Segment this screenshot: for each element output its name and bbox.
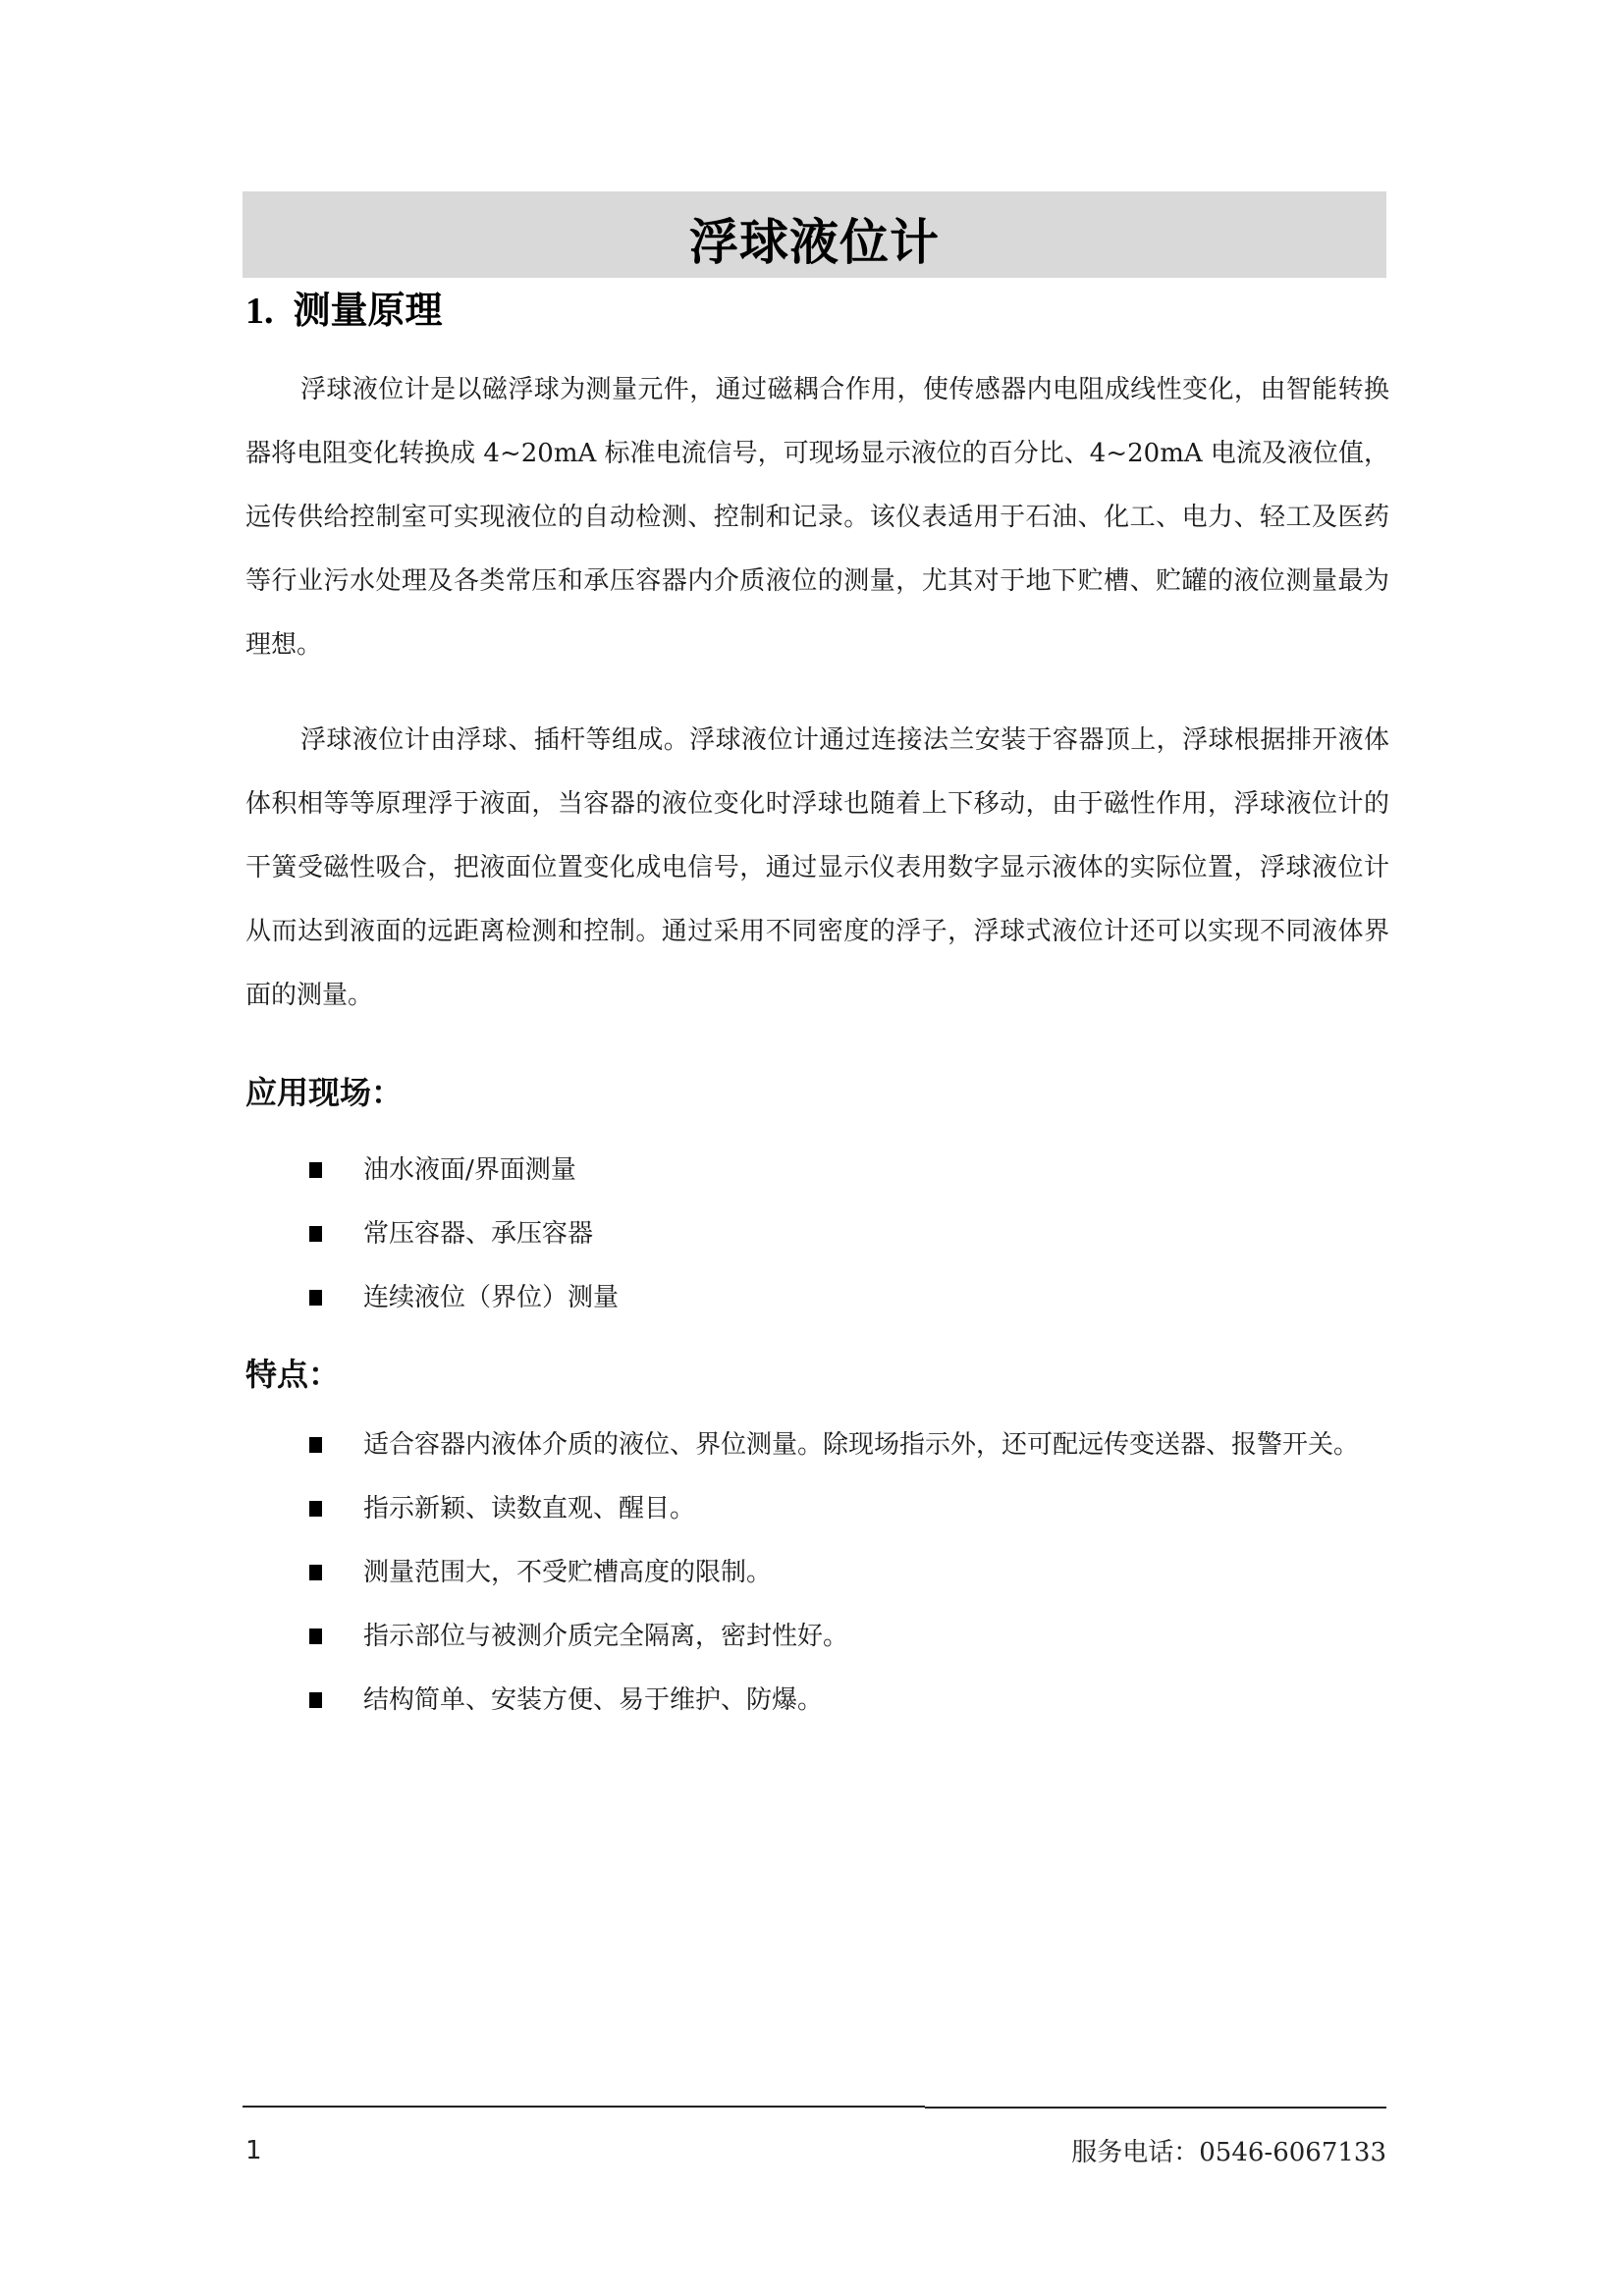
square-bullet-icon: [309, 1226, 322, 1242]
list-item-text: 常压容器、承压容器: [363, 1219, 594, 1249]
footer-divider: [243, 2106, 925, 2108]
list-item: [245, 1605, 1389, 1669]
square-bullet-icon: [309, 1437, 322, 1453]
section-number: 1.: [245, 291, 274, 332]
list-item: [245, 1202, 1389, 1266]
list-item: [245, 1414, 1389, 1477]
page-number: 1: [245, 2136, 262, 2165]
paragraph-principle-1: 浮球液位计是以磁浮球为测量元件，通过磁耦合作用，使传感器内电阻成线性变化，由智能转换器将电阻变化转换成 4~20mA 标准电流信号，可现场显示液位的百分比、4~20mA 电流及液位值，远传供给控制室可实现液位的自动检测、控制和记录。该仪表适用于石油、化工、电力、轻工及医药等行业污水处理及各类常压和承压容器内介质液位的测量，尤其对于地下贮槽、贮罐的液位测量最为理想。: [245, 375, 1389, 660]
list-item-text: 测量范围大，不受贮槽高度的限制。: [363, 1558, 773, 1587]
applications-list: [245, 1139, 1389, 1330]
square-bullet-icon: [309, 1629, 322, 1644]
square-bullet-icon: [309, 1565, 322, 1580]
list-item-text: 适合容器内液体介质的液位、界位测量。除现场指示外，还可配远传变送器、报警开关。: [363, 1430, 1360, 1460]
square-bullet-icon: [309, 1290, 322, 1306]
features-list: [245, 1414, 1389, 1733]
list-item: [245, 1139, 1389, 1202]
footer-divider: [925, 2107, 1386, 2109]
square-bullet-icon: [309, 1162, 322, 1178]
square-bullet-icon: [309, 1501, 322, 1517]
section-heading: [245, 280, 443, 334]
features-heading: 特点：: [245, 1356, 341, 1393]
list-item-text: 油水液面/界面测量: [363, 1155, 576, 1185]
service-phone: 服务电话：0546-6067133: [1071, 2138, 1386, 2167]
paragraph-principle-2: 浮球液位计由浮球、插杆等组成。浮球液位计通过连接法兰安装于容器顶上，浮球根据排开液体体积相等等原理浮于液面，当容器的液位变化时浮球也随着上下移动，由于磁性作用，浮球液位计的干簧受磁性吸合，把液面位置变化成电信号，通过显示仪表用数字显示液体的实际位置，浮球液位计从而达到液面的远距离检测和控制。通过采用不同密度的浮子，浮球式液位计还可以实现不同液体界面的测量。: [245, 725, 1389, 1010]
square-bullet-icon: [309, 1692, 322, 1708]
applications-heading: 应用现场：: [245, 1074, 404, 1111]
section-title: 测量原理: [293, 289, 443, 332]
list-item-text: 结构简单、安装方便、易于维护、防爆。: [363, 1685, 824, 1715]
list-item: [245, 1266, 1389, 1330]
document-title: 浮球液位计: [689, 214, 940, 271]
list-item: [245, 1669, 1389, 1733]
list-item-text: 指示部位与被测介质完全隔离，密封性好。: [363, 1622, 849, 1651]
list-item: [245, 1477, 1389, 1541]
list-item-text: 指示新颖、读数直观、醒目。: [363, 1494, 696, 1523]
list-item: [245, 1541, 1389, 1605]
title-band: [243, 191, 1386, 278]
list-item-text: 连续液位（界位）测量: [363, 1283, 620, 1312]
